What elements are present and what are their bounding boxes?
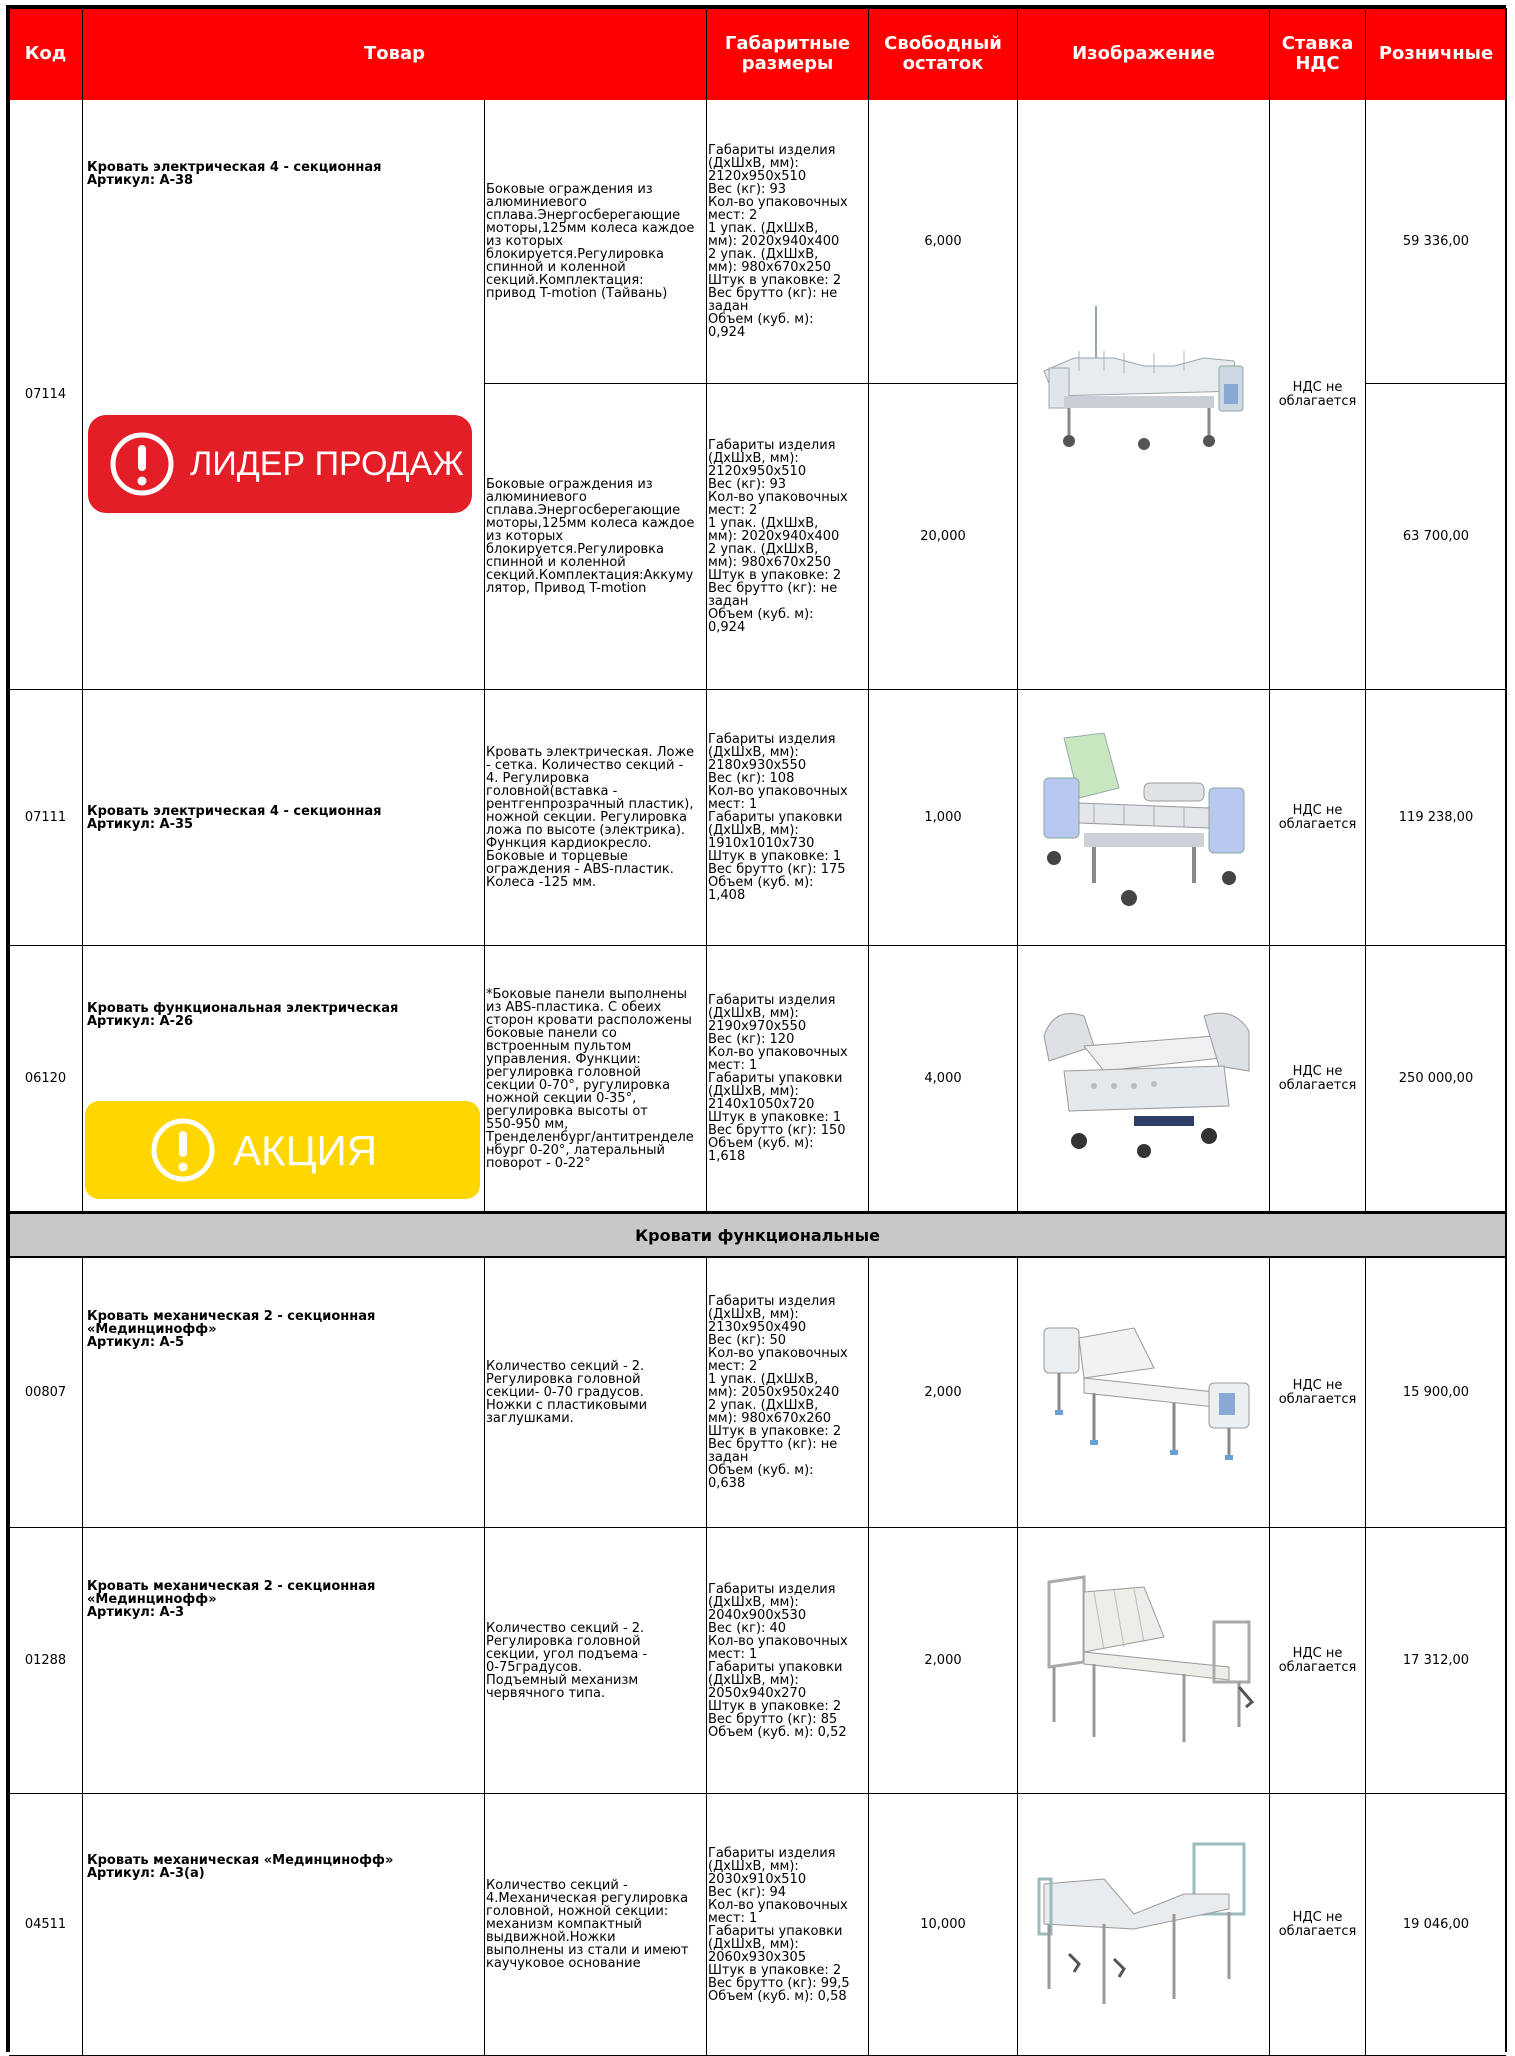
table-border-right bbox=[1505, 8, 1507, 2052]
product-dimensions: Габариты изделия (ДхШхВ, мм): 2040х900х530 Вес (кг): 40 Кол-во упаковочных мест: 1 Габариты упаковки (ДхШхВ, мм): 2050х940х270 Штук в упаковке: 2 Вес брутто (кг): 85 Объем (куб. м): 0,52 bbox=[707, 1528, 869, 1794]
product-dimensions: Габариты изделия (ДхШхВ, мм): 2130х950х490 Вес (кг): 50 Кол-во упаковочных мест: 2 1 упак. (ДхШхВ, мм): 2050х950х240 2 упак. (ДхШхВ, мм): 980х670х260 Штук в упаковке: 2 Вес брутто (кг): не задан Объем (куб. м): 0,638 bbox=[707, 1258, 869, 1528]
header-stock: Свободный остаток bbox=[869, 8, 1018, 100]
stock-value: 2,000 bbox=[869, 1258, 1018, 1528]
price-list-table bbox=[9, 8, 1506, 2052]
row-code: 06120 bbox=[9, 946, 83, 1212]
promo-badge bbox=[85, 1101, 480, 1199]
section-title: Кровати функциональные bbox=[9, 1212, 1506, 1258]
product-name-cell bbox=[83, 100, 485, 690]
product-name-cell bbox=[83, 690, 485, 946]
header-retail: Розничные bbox=[1366, 8, 1506, 100]
product-image bbox=[1024, 1824, 1264, 2024]
product-image bbox=[1024, 1298, 1264, 1478]
header-product: Товар bbox=[83, 8, 707, 100]
header-vat: Ставка НДС bbox=[1270, 8, 1366, 100]
promo-badge-text: АКЦИЯ bbox=[233, 1126, 378, 1174]
product-image-cell bbox=[1018, 100, 1270, 690]
header-image: Изображение bbox=[1018, 8, 1270, 100]
product-name[interactable]: Кровать механическая 2 - секционная «Мединцинофф» Артикул: А-3 bbox=[87, 1579, 376, 1620]
product-dimensions: Габариты изделия (ДхШхВ, мм): 2120х950х510 Вес (кг): 93 Кол-во упаковочных мест: 2 1 упак. (ДхШхВ, мм): 2020х940х400 2 упак. (ДхШхВ, мм): 980х670х250 Штук в упаковке: 2 Вес брутто (кг): не задан Объем (куб. м): 0,924 bbox=[707, 384, 869, 690]
product-dimensions: Габариты изделия (ДхШхВ, мм): 2120х950х510 Вес (кг): 93 Кол-во упаковочных мест: 2 1 упак. (ДхШхВ, мм): 2020х940х400 2 упак. (ДхШхВ, мм): 980х670х250 Штук в упаковке: 2 Вес брутто (кг): не задан Объем (куб. м): 0,924 bbox=[707, 100, 869, 384]
price-value: 59 336,00 bbox=[1366, 100, 1506, 384]
product-name-cell bbox=[83, 1794, 485, 2056]
stock-value: 1,000 bbox=[869, 690, 1018, 946]
row-code: 00807 bbox=[9, 1258, 83, 1528]
product-description: Количество секций - 4.Механическая регулировка головной, ножной секции: механизм компактный выдвижной.Ножки выполнены из стали и имеют каучуковое основание bbox=[485, 1794, 707, 2056]
product-dimensions: Габариты изделия (ДхШхВ, мм): 2190х970х550 Вес (кг): 120 Кол-во упаковочных мест: 1 Габариты упаковки (ДхШхВ, мм): 2140х1050х720 Штук в упаковке: 1 Вес брутто (кг): 150 Объем (куб. м): 1,618 bbox=[707, 946, 869, 1212]
table-border-left bbox=[6, 8, 10, 2052]
product-description: Количество секций - 2. Регулировка головной секции- 0-70 градусов. Ножки с пластиковыми заглушками. bbox=[485, 1258, 707, 1528]
product-image bbox=[1024, 718, 1264, 918]
product-name-cell bbox=[83, 1258, 485, 1528]
price-value: 119 238,00 bbox=[1366, 690, 1506, 946]
stock-value: 20,000 bbox=[869, 384, 1018, 690]
vat-value: НДС не облагается bbox=[1270, 1258, 1366, 1528]
product-description: Боковые ограждения из алюминиевого сплава.Энергосберегающие моторы,125мм колеса каждое из которых блокируется.Регулировка спинной и коленной секций.Комплектация:Аккуму лятор, Привод T-motion bbox=[485, 384, 707, 690]
price-value: 19 046,00 bbox=[1366, 1794, 1506, 2056]
price-value: 15 900,00 bbox=[1366, 1258, 1506, 1528]
row-code: 07111 bbox=[9, 690, 83, 946]
vat-value: НДС не облагается bbox=[1270, 690, 1366, 946]
exclamation-circle-icon bbox=[147, 1114, 219, 1186]
code-value: 07114 bbox=[24, 387, 67, 402]
stock-value: 4,000 bbox=[869, 946, 1018, 1212]
product-dimensions: Габариты изделия (ДхШхВ, мм): 2180х930х550 Вес (кг): 108 Кол-во упаковочных мест: 1 Габариты упаковки (ДхШхВ, мм): 1910х1010х730 Штук в упаковке: 1 Вес брутто (кг): 175 Объем (куб. м): 1,408 bbox=[707, 690, 869, 946]
product-description: Кровать электрическая. Ложе - сетка. Количество секций - 4. Регулировка головной(вставка - рентгенпрозрачный пластик), ножной секции. Регулировка ложа по высоте (электрика). Функция кардиокресло. Боковые и торцевые ограждения - ABS-пластик. Колеса -125 мм. bbox=[485, 690, 707, 946]
product-image bbox=[1024, 296, 1264, 476]
price-value: 17 312,00 bbox=[1366, 1528, 1506, 1794]
product-name-cell bbox=[83, 946, 485, 1212]
table-border-top bbox=[6, 5, 1506, 9]
product-image-cell bbox=[1018, 690, 1270, 946]
product-name[interactable]: Кровать функциональная электрическая Артикул: А-26 bbox=[87, 1001, 399, 1029]
product-image-cell bbox=[1018, 1258, 1270, 1528]
product-image-cell bbox=[1018, 946, 1270, 1212]
leader-badge bbox=[88, 415, 472, 513]
vat-value: НДС не облагается bbox=[1270, 100, 1366, 690]
row-code: 01288 bbox=[9, 1528, 83, 1794]
exclamation-circle-icon bbox=[106, 428, 178, 500]
product-name[interactable]: Кровать механическая 2 - секционная «Мединцинофф» Артикул: А-5 bbox=[87, 1309, 376, 1350]
leader-badge-text: ЛИДЕР ПРОДАЖ bbox=[190, 444, 464, 483]
row-code: 04511 bbox=[9, 1794, 83, 2056]
product-description: *Боковые панели выполнены из ABS-пластика. С обеих сторон кровати расположены боковые панели со встроенным пультом управления. Функции: регулировка головной секции 0-70°, ругулировка ножной секции 0-35°, регулировка высоты от 550-950 мм, Тренделенбург/антитренделе нбург 0-20°, латеральный поворот - 0-22° bbox=[485, 946, 707, 1212]
vat-value: НДС не облагается bbox=[1270, 1528, 1366, 1794]
stock-value: 6,000 bbox=[869, 100, 1018, 384]
product-name[interactable]: Кровать электрическая 4 - секционная Артикул: А-35 bbox=[87, 803, 382, 832]
product-name[interactable]: Кровать электрическая 4 - секционная Артикул: А-38 bbox=[87, 160, 382, 188]
product-name-cell bbox=[83, 1528, 485, 1794]
vat-value: НДС не облагается bbox=[1270, 946, 1366, 1212]
stock-value: 2,000 bbox=[869, 1528, 1018, 1794]
product-image-cell bbox=[1018, 1794, 1270, 2056]
product-image bbox=[1024, 1562, 1264, 1762]
product-description: Боковые ограждения из алюминиевого сплава.Энергосберегающие моторы,125мм колеса каждое из которых блокируется.Регулировка спинной и коленной секций.Комплектация: привод T-motion (Тайвань) bbox=[485, 100, 707, 384]
vat-value: НДС не облагается bbox=[1270, 1794, 1366, 2056]
product-name[interactable]: Кровать механическая «Мединцинофф» Артикул: А-3(а) bbox=[87, 1853, 394, 1881]
header-code: Код bbox=[9, 8, 83, 100]
header-dimensions: Габаритные размеры bbox=[707, 8, 869, 100]
stock-value: 10,000 bbox=[869, 1794, 1018, 2056]
product-image bbox=[1024, 976, 1264, 1176]
price-value: 63 700,00 bbox=[1366, 384, 1506, 690]
price-value: 250 000,00 bbox=[1366, 946, 1506, 1212]
product-description: Количество секций - 2. Регулировка головной секции, угол подъема - 0-75градусов. Подъемный механизм червячного типа. bbox=[485, 1528, 707, 1794]
product-dimensions: Габариты изделия (ДхШхВ, мм): 2030х910х510 Вес (кг): 94 Кол-во упаковочных мест: 1 Габариты упаковки (ДхШхВ, мм): 2060х930х305 Штук в упаковке: 2 Вес брутто (кг): 99,5 Объем (куб. м): 0,58 bbox=[707, 1794, 869, 2056]
product-image-cell bbox=[1018, 1528, 1270, 1794]
row-code bbox=[9, 100, 83, 690]
